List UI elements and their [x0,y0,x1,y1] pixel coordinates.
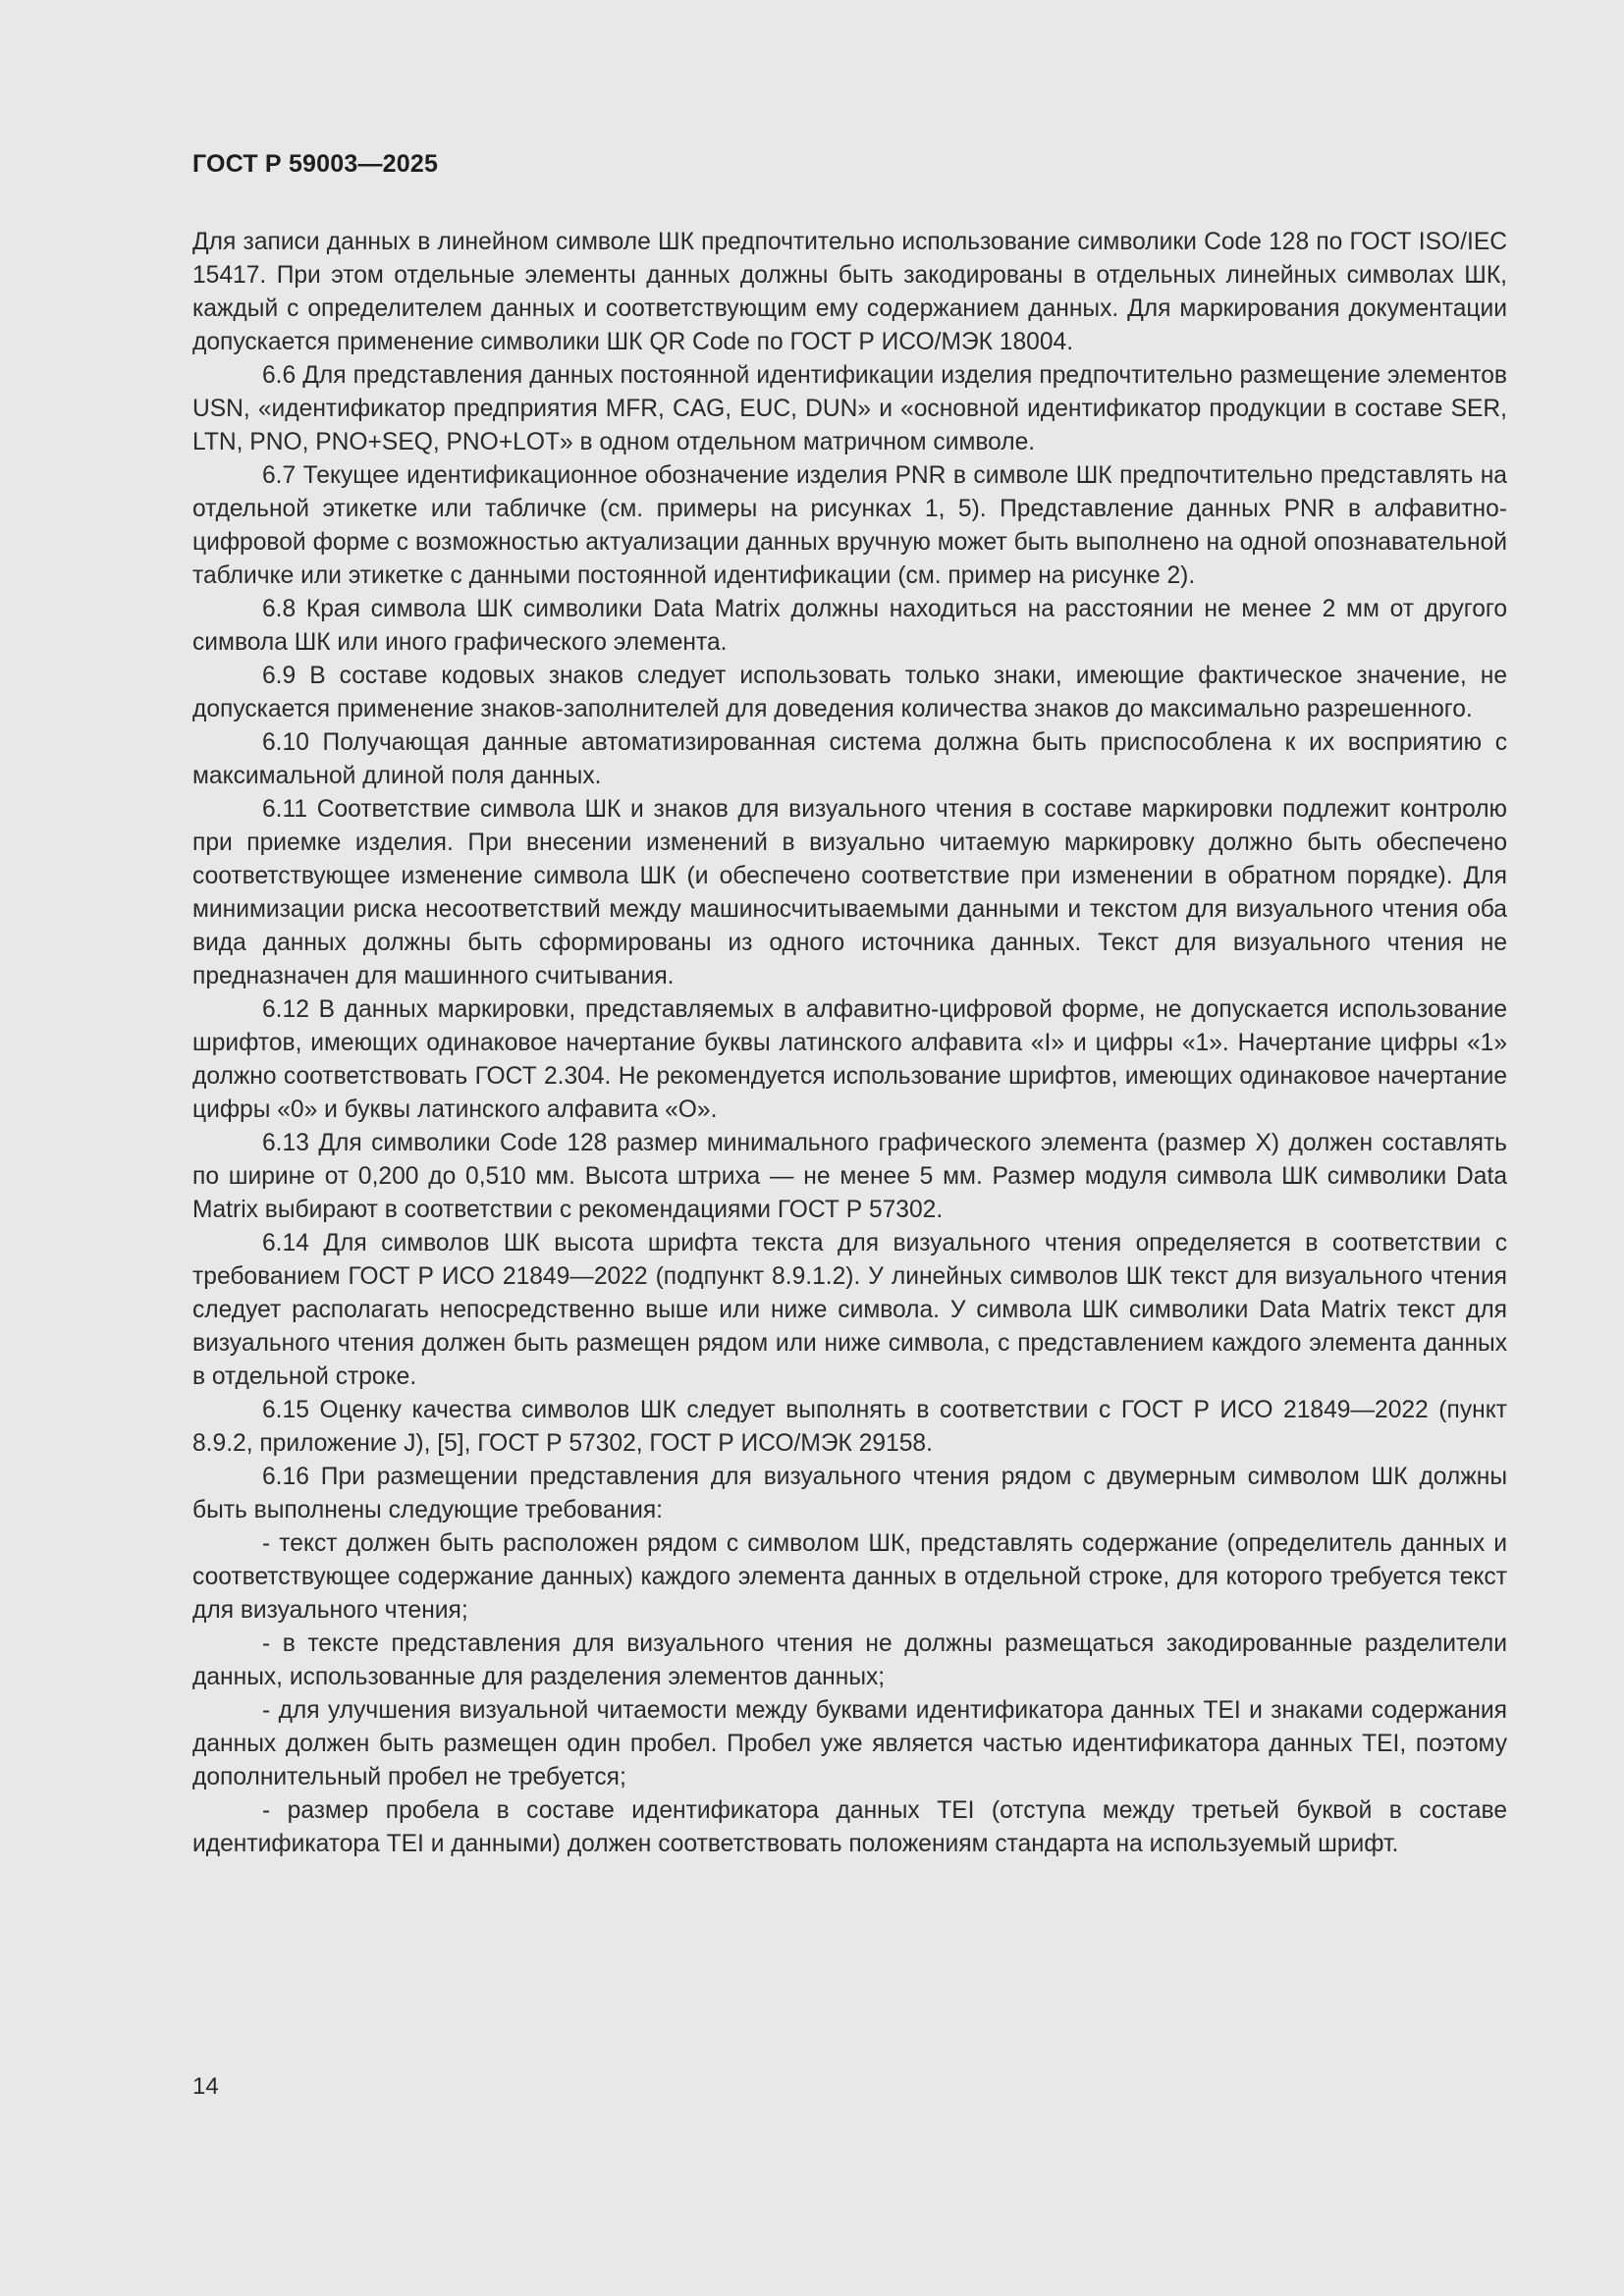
paragraph-intro: Для записи данных в линейном символе ШК предпочтительно использование символики Code 128 по ГОСТ ISO/IEC 15417. При этом отдельные элементы данных должны быть закодированы в отдельных линейных символах ШК, каждый с определителем данных и соответствующим ему содержанием данных. Для маркирования документации допускается применение символики ШК QR Code по ГОСТ Р ИСО/МЭК 18004. [192,229,1507,355]
list-item: - для улучшения визуальной читаемости между буквами идентификатора данных TEI и знаками содержания данных должен быть размещен один пробел. Пробел уже является частью идентификатора данных TEI, поэтому дополнительный пробел не требуется; [192,1697,1507,1790]
list-item: - в тексте представления для визуального чтения не должны размещаться закодированные разделители данных, использованные для разделения элементов данных; [192,1630,1507,1690]
paragraph-6-10: 6.10 Получающая данные автоматизированная система должна быть приспособлена к их восприятию с максимальной длиной поля данных. [192,729,1507,789]
paragraph-6-15: 6.15 Оценку качества символов ШК следует выполнять в соответствии с ГОСТ Р ИСО 21849—2022 (пункт 8.9.2, приложение J), [5], ГОСТ Р 57302, ГОСТ Р ИСО/МЭК 29158. [192,1397,1507,1457]
document-body [192,226,1507,1861]
list-item: - текст должен быть расположен рядом с символом ШК, представлять содержание (определитель данных и соответствующее содержание данных) каждого элемента данных в отдельной строке, для которого требуется текст для визуального чтения; [192,1530,1507,1624]
paragraph-6-11: 6.11 Соответствие символа ШК и знаков для визуального чтения в составе маркировки подлежит контролю при приемке изделия. При внесении изменений в визуально читаемую маркировку должно быть обеспечено соответствующее изменение символа ШК (и обеспечено соответствие при изменении в обратном порядке). Для минимизации риска несоответствий между машиносчитываемыми данными и текстом для визуального чтения оба вида данных должны быть сформированы из одного источника данных. Текст для визуального чтения не предназначен для машинного считывания. [192,796,1507,989]
document-header-code: ГОСТ Р 59003—2025 [192,150,439,178]
paragraph-6-12: 6.12 В данных маркировки, представляемых в алфавитно-цифровой форме, не допускается использование шрифтов, имеющих одинаковое начертание буквы латинского алфавита «I» и цифры «1». Начертание цифры «1» должно соответствовать ГОСТ 2.304. Не рекомендуется использование шрифтов, имеющих одинаковое начертание цифры «0» и буквы латинского алфавита «O». [192,996,1507,1123]
paragraph-6-8: 6.8 Края символа ШК символики Data Matrix должны находиться на расстоянии не менее 2 мм от другого символа ШК или иного графического элемента. [192,596,1507,656]
paragraph-6-7: 6.7 Текущее идентификационное обозначение изделия PNR в символе ШК предпочтительно представлять на отдельной этикетке или табличке (см. примеры на рисунках 1, 5). Представление данных PNR в алфавитно-цифровой форме с возможностью актуализации данных вручную может быть выполнено на одной опознавательной табличке или этикетке с данными постоянной идентификации (см. пример на рисунке 2). [192,462,1507,589]
paragraph-6-14: 6.14 Для символов ШК высота шрифта текста для визуального чтения определяется в соответствии с требованием ГОСТ Р ИСО 21849—2022 (подпункт 8.9.1.2). У линейных символов ШК текст для визуального чтения следует располагать непосредственно выше или ниже символа. У символа ШК символики Data Matrix текст для визуального чтения должен быть размещен рядом или ниже символа, с представлением каждого элемента данных в отдельной строке. [192,1230,1507,1390]
paragraph-6-9: 6.9 В составе кодовых знаков следует использовать только знаки, имеющие фактическое значение, не допускается применение знаков-заполнителей для доведения количества знаков до максимально разрешенного. [192,663,1507,722]
paragraph-6-13: 6.13 Для символики Code 128 размер минимального графического элемента (размер X) должен составлять по ширине от 0,200 до 0,510 мм. Высота штриха — не менее 5 мм. Размер модуля символа ШК символики Data Matrix выбирают в соответствии с рекомендациями ГОСТ Р 57302. [192,1130,1507,1223]
paragraph-6-6: 6.6 Для представления данных постоянной идентификации изделия предпочтительно размещение элементов USN, «идентификатор предприятия MFR, CAG, EUC, DUN» и «основной идентификатор продукции в составе SER, LTN, PNO, PNO+SEQ, PNO+LOT» в одном отдельном матричном символе. [192,362,1507,455]
paragraph-6-16: 6.16 При размещении представления для визуального чтения рядом с двумерным символом ШК должны быть выполнены следующие требования: [192,1464,1507,1523]
page-number: 14 [192,2073,219,2100]
list-item: - размер пробела в составе идентификатора данных TEI (отступа между третьей буквой в составе идентификатора TEI и данными) должен соответствовать положениям стандарта на используемый шрифт. [192,1797,1507,1857]
